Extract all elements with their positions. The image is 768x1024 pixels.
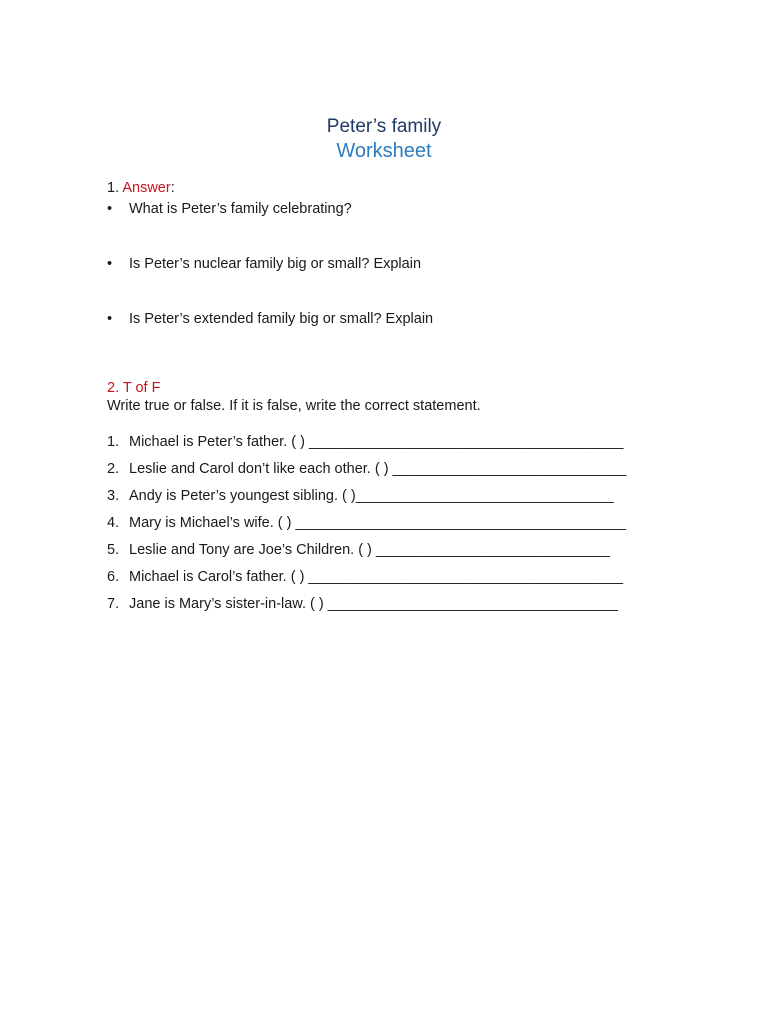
item-statement: Leslie and Tony are Joe’s Children. ( ) _____________________________ (129, 542, 610, 558)
item-number: 3. (107, 488, 120, 504)
item-statement: Michael is Carol’s father. ( ) _______________________________________ (129, 569, 623, 585)
page-title: Peter’s family (326, 116, 442, 137)
question-item (107, 200, 433, 255)
item-number: 1. (107, 434, 120, 450)
true-false-item (107, 433, 626, 460)
question-text: What is Peter’s family celebrating? (129, 201, 352, 217)
bullet-icon: • (107, 201, 113, 217)
true-false-item (107, 595, 626, 622)
item-number: 4. (107, 515, 120, 531)
item-number: 5. (107, 542, 120, 558)
question-item (107, 310, 433, 365)
page-subtitle: Worksheet (336, 140, 432, 162)
true-false-item (107, 541, 626, 568)
item-statement: Michael is Peter’s father. ( ) _______________________________________ (129, 434, 624, 450)
true-false-item (107, 514, 626, 541)
item-statement: Jane is Mary’s sister-in-law. ( ) ____________________________________ (129, 596, 619, 612)
section-1-number: 1. (107, 180, 120, 196)
item-number: 7. (107, 596, 120, 612)
true-false-list (107, 433, 626, 622)
bullet-icon: • (107, 311, 113, 327)
true-false-item (107, 568, 626, 595)
question-text: Is Peter’s nuclear family big or small? Explain (129, 256, 422, 272)
bullet-icon: • (107, 256, 113, 272)
section-1-heading (107, 180, 175, 196)
item-statement: Andy is Peter’s youngest sibling. ( )________________________________ (129, 488, 614, 504)
item-statement: Mary is Michael’s wife. ( ) _________________________________________ (129, 515, 627, 531)
question-text: Is Peter’s extended family big or small? Explain (129, 311, 434, 327)
section-1-colon: : (170, 180, 175, 196)
section-1-label: Answer (122, 180, 171, 196)
item-number: 2. (107, 461, 120, 477)
true-false-item (107, 460, 626, 487)
title-block (0, 116, 768, 164)
question-item (107, 255, 433, 310)
item-number: 6. (107, 569, 120, 585)
section-2-instructions: Write true or false. If it is false, write the correct statement. (107, 398, 481, 414)
section-2-heading: 2. T of F (107, 380, 161, 396)
question-list (107, 200, 433, 365)
true-false-item (107, 487, 626, 514)
item-statement: Leslie and Carol don’t like each other. ( ) _____________________________ (129, 461, 627, 477)
